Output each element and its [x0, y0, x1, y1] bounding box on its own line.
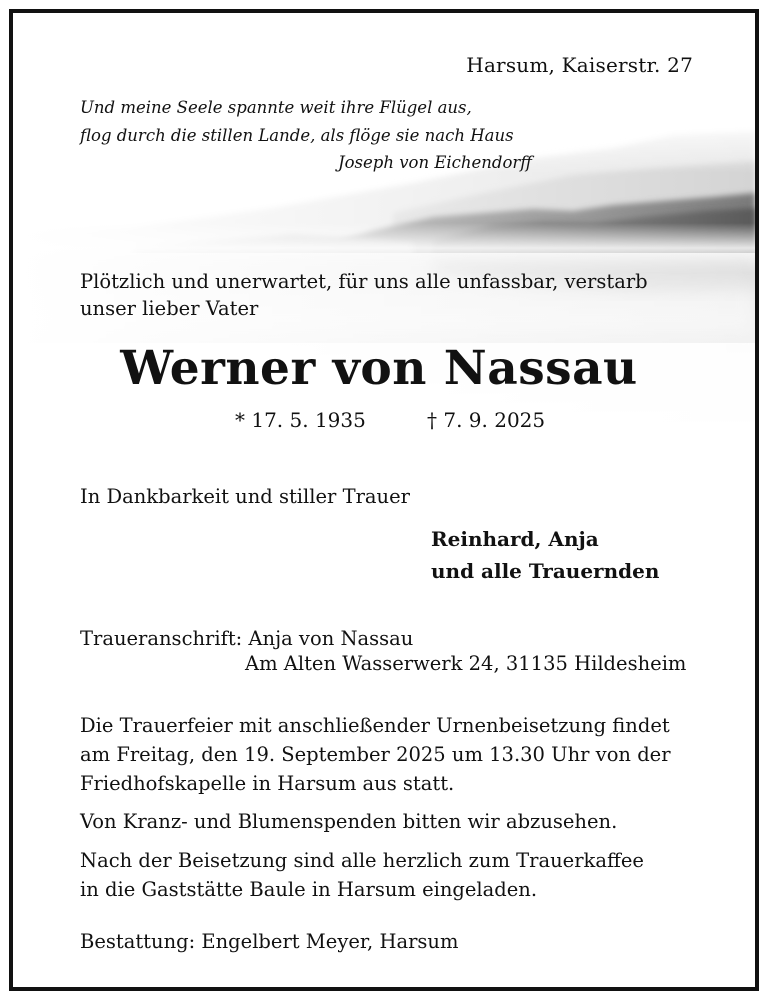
- coffee-line: in die Gaststätte Baule in Harsum eingeladen.: [80, 878, 538, 901]
- intro-line: unser lieber Vater: [80, 297, 259, 320]
- condolence-address-street: Am Alten Wasserwerk 24, 31135 Hildesheim: [245, 652, 687, 675]
- death-announcement-intro: [80, 268, 720, 322]
- deceased-name: Werner von Nassau: [120, 341, 638, 396]
- ceremony-line: am Freitag, den 19. September 2025 um 13.30 Uhr von der: [80, 743, 671, 766]
- ceremony-details: [80, 711, 720, 798]
- poem-line: Und meine Seele spannte weit ihre Flügel aus,: [80, 98, 472, 117]
- thanks-line: In Dankbarkeit und stiller Trauer: [80, 485, 410, 508]
- ceremony-line: Die Trauerfeier mit anschließender Urnenbeisetzung findet: [80, 714, 670, 737]
- undertaker-line: Bestattung: Engelbert Meyer, Harsum: [80, 930, 459, 953]
- ceremony-line: Friedhofskapelle in Harsum aus statt.: [80, 772, 455, 795]
- sender-address: Harsum, Kaiserstr. 27: [466, 53, 693, 77]
- poem-quote: [80, 94, 514, 150]
- mourners-list: [431, 523, 659, 587]
- condolence-address-label: Traueranschrift: Anja von Nassau: [80, 627, 414, 650]
- coffee-line: Nach der Beisetzung sind alle herzlich zum Trauerkaffee: [80, 849, 644, 872]
- intro-line: Plötzlich und unerwartet, für uns alle unfassbar, verstarb: [80, 270, 648, 293]
- birth-date: * 17. 5. 1935: [235, 408, 366, 432]
- death-date: † 7. 9. 2025: [427, 408, 546, 432]
- flowers-note: Von Kranz- und Blumenspenden bitten wir abzusehen.: [80, 810, 618, 833]
- mourner-line: Reinhard, Anja: [431, 527, 599, 551]
- poem-line: flog durch die stillen Lande, als flöge sie nach Haus: [80, 126, 514, 145]
- mourner-line: und alle Trauernden: [431, 559, 660, 583]
- poem-author: Joseph von Eichendorff: [338, 153, 532, 172]
- obituary-frame: [9, 9, 759, 991]
- funeral-coffee-invitation: [80, 846, 644, 904]
